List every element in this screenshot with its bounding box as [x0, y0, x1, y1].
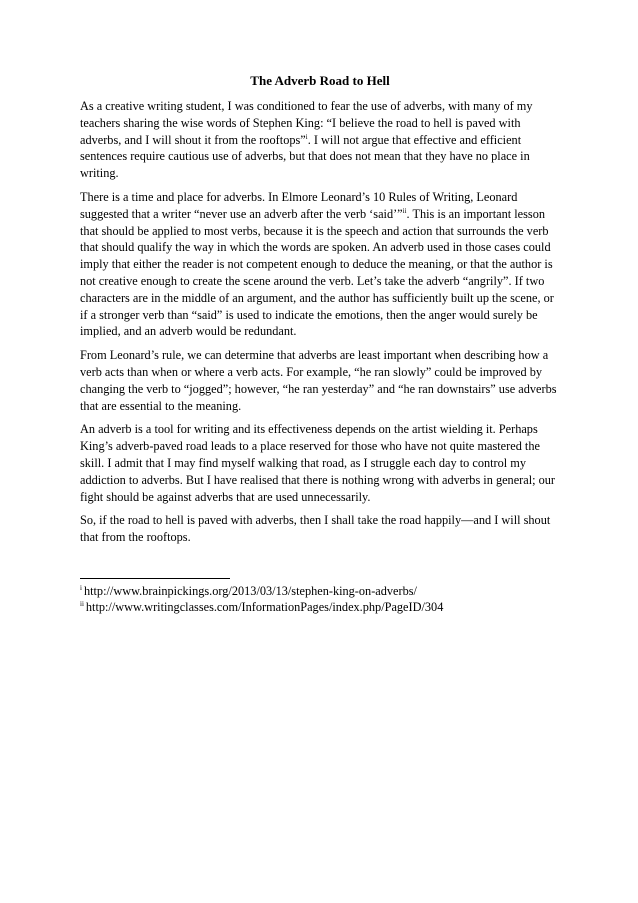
footnote-reference: ii — [402, 206, 407, 215]
body-text — [80, 98, 560, 546]
footnote-marker: ii — [80, 599, 84, 608]
body-paragraph — [80, 421, 560, 505]
footnote-marker: i — [80, 583, 82, 592]
footnote-reference: i — [305, 132, 308, 141]
paragraph-text: An adverb is a tool for writing and its effectiveness depends on the artist wielding it. Perhaps King’s adverb-paved road leads to a place reserved for those who have not quite mastered the skill. I admit that I may find myself walking that road, as I struggle each day to control my addiction to adverbs. But I have realised that there is nothing wrong with adverbs in general; our fight should be against adverbs that are used unnecessarily. — [80, 422, 556, 504]
paragraph-text: . This is an important lesson that should be applied to most verbs, because it is the speech and action that surrounds the verb that should qualify the way in which the words are spoken. An adverb used in those cases could imply that either the reader is not competent enough to deduce the meaning, or that the author is not creative enough to create the scene around the verb. Let’s take the adverb “angrily”. If two characters are in the middle of an argument, and the author has sufficiently built up the scene, or if a stronger verb than “said” is used to indicate the emotions, then the anger would surely be implied, and an adverb would be redundant. — [80, 206, 554, 339]
document-page — [80, 72, 560, 615]
footnote-item — [80, 599, 560, 615]
body-paragraph — [80, 189, 560, 340]
body-paragraph — [80, 512, 560, 546]
paragraph-text: There is a time and place for adverbs. In Elmore Leonard’s 10 Rules of Writing, Leonard suggested that a writer “never use an adverb after the verb ‘said’” — [80, 189, 518, 221]
body-paragraph — [80, 98, 560, 182]
body-paragraph — [80, 347, 560, 414]
paragraph-text: So, if the road to hell is paved with adverbs, then I shall take the road happily—and I will shout that from the rooftops. — [80, 513, 551, 545]
footnote-divider — [80, 578, 230, 579]
footnote-url: http://www.brainpickings.org/2013/03/13/stephen-king-on-adverbs/ — [83, 583, 417, 598]
footnote-item — [80, 583, 560, 599]
footnotes — [80, 583, 560, 615]
footnote-url: http://www.writingclasses.com/InformationPages/index.php/PageID/304 — [85, 599, 444, 614]
document-title: The Adverb Road to Hell — [250, 73, 390, 88]
paragraph-text: From Leonard’s rule, we can determine that adverbs are least important when describing how a verb acts than when or where a verb acts. For example, “he ran slowly” could be improved by changing the verb to “jogged”; however, “he ran yesterday” and “he ran downstairs” use adverbs that are essential to the meaning. — [80, 348, 557, 413]
paragraph-text: . I will not argue that effective and efficient sentences require cautious use of adverbs, but that does not mean that they have no place in writing. — [80, 132, 530, 181]
paragraph-text: As a creative writing student, I was conditioned to fear the use of adverbs, with many of my teachers sharing the wise words of Stephen King: “I believe the road to hell is paved with adverbs, and I will shout it from the rooftops” — [80, 99, 533, 147]
